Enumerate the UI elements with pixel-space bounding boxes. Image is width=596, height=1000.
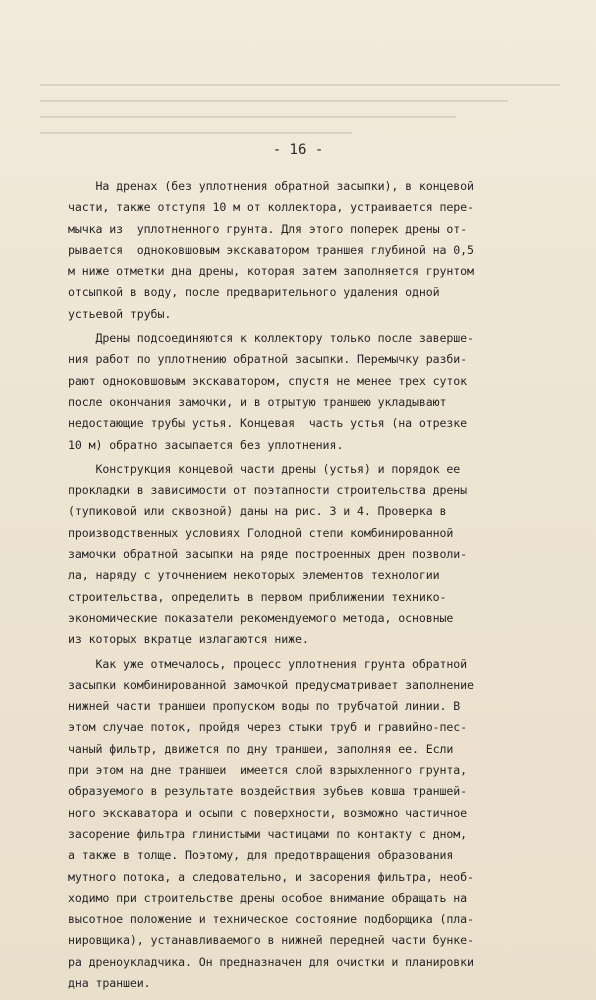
text-line: засыпки комбинированной замочкой предусматривает заполнение [68,677,474,692]
text-line: при этом на дне траншеи имеется слой взрыхленного грунта, [68,763,468,778]
text-line: На дренах (без уплотнения обратной засыпки), в концевой [68,179,474,193]
text-line: нировщика), устанавливаемого в нижней передней части бунке- [68,933,474,948]
text-line: рывается одноковшовым экскаватором траншея глубиной на 0,5 [68,242,474,257]
paragraph-1 [68,176,564,325]
text-line: засорение фильтра глинистыми частицами по контакту с дном, [68,826,468,841]
text-line: строительства, определить в первом приближении технико- [68,589,447,604]
text-line: экономические показатели рекомендуемого метода, основные [68,610,454,625]
text-line: мычка из уплотненного грунта. Для этого поперек дрены от- [68,221,468,236]
text-line: ходимо при строительстве дрены особое внимание обращать на [68,890,468,905]
text-line: части, также отступя 10 м от коллектора, устраивается пере- [68,200,474,215]
text-line: образуемого в результате воздействия зубьев ковша траншей- [68,784,468,799]
text-line: мутного потока, а следовательно, и засорения фильтра, необ- [68,869,474,884]
text-line: производственных условиях Голодной степи комбинированной [68,525,454,540]
text-line: этом случае поток, пройдя через стыки труб и гравийно-пес- [68,720,468,735]
text-line: ния работ по уплотнению обратной засыпки. Перемычку разби- [68,352,468,367]
text-line: дна траншеи. [68,975,151,990]
text-line: ного экскаватора и осыпи с поверхности, возможно частичное [68,805,468,820]
text-line: рают одноковшовым экскаватором, спустя не менее трех суток [68,373,468,388]
text-line: нижней части траншеи пропуском воды по трубчатой линии. В [68,699,461,714]
page-number: - 16 - [272,142,324,158]
bleed-through-text [40,70,560,190]
text-line: устьевой трубы. [68,306,172,321]
text-line: ла, наряду с уточнением некоторых элементов технологии [68,568,440,583]
text-line: отсыпкой в воду, после предварительного удаления одной [68,285,440,300]
text-line: ра дреноукладчика. Он предназначен для очистки и планировки [68,954,474,969]
text-line: чаный фильтр, движется по дну траншеи, заполняя ее. Если [68,741,454,756]
text-line: Конструкция концевой части дрены (устья) и порядок ее [68,461,461,476]
text-line: (тупиковой или сквозной) даны на рис. 3 и 4. Проверка в [68,504,447,519]
text-line: Как уже отмечалось, процесс уплотнения грунта обратной [68,656,468,671]
paragraph-4 [68,654,564,995]
text-line: недостающие трубы устья. Концевая часть устья (на отрезке [68,416,468,431]
text-line: высотное положение и техническое состояние подборщика (пла- [68,912,474,927]
text-line: Дрены подсоединяются к коллектору только после заверше- [68,331,474,346]
text-line: м ниже отметки дна дрены, которая затем заполняется грунтом [68,264,474,279]
paragraph-2 [68,328,564,456]
text-line: а также в толще. Поэтому, для предотвращения образования [68,848,454,863]
text-line: 10 м) обратно засыпается без уплотнения. [68,437,344,452]
text-line: из которых вкратце излагаются ниже. [68,632,309,647]
paragraph-3 [68,459,564,651]
document-body [68,176,564,994]
text-line: прокладки в зависимости от поэтапности строительства дрены [68,483,468,498]
text-line: замочки обратной засыпки на ряде построенных дрен позволи- [68,547,468,562]
text-line: после окончания замочки, и в отрытую траншею укладывают [68,394,447,409]
